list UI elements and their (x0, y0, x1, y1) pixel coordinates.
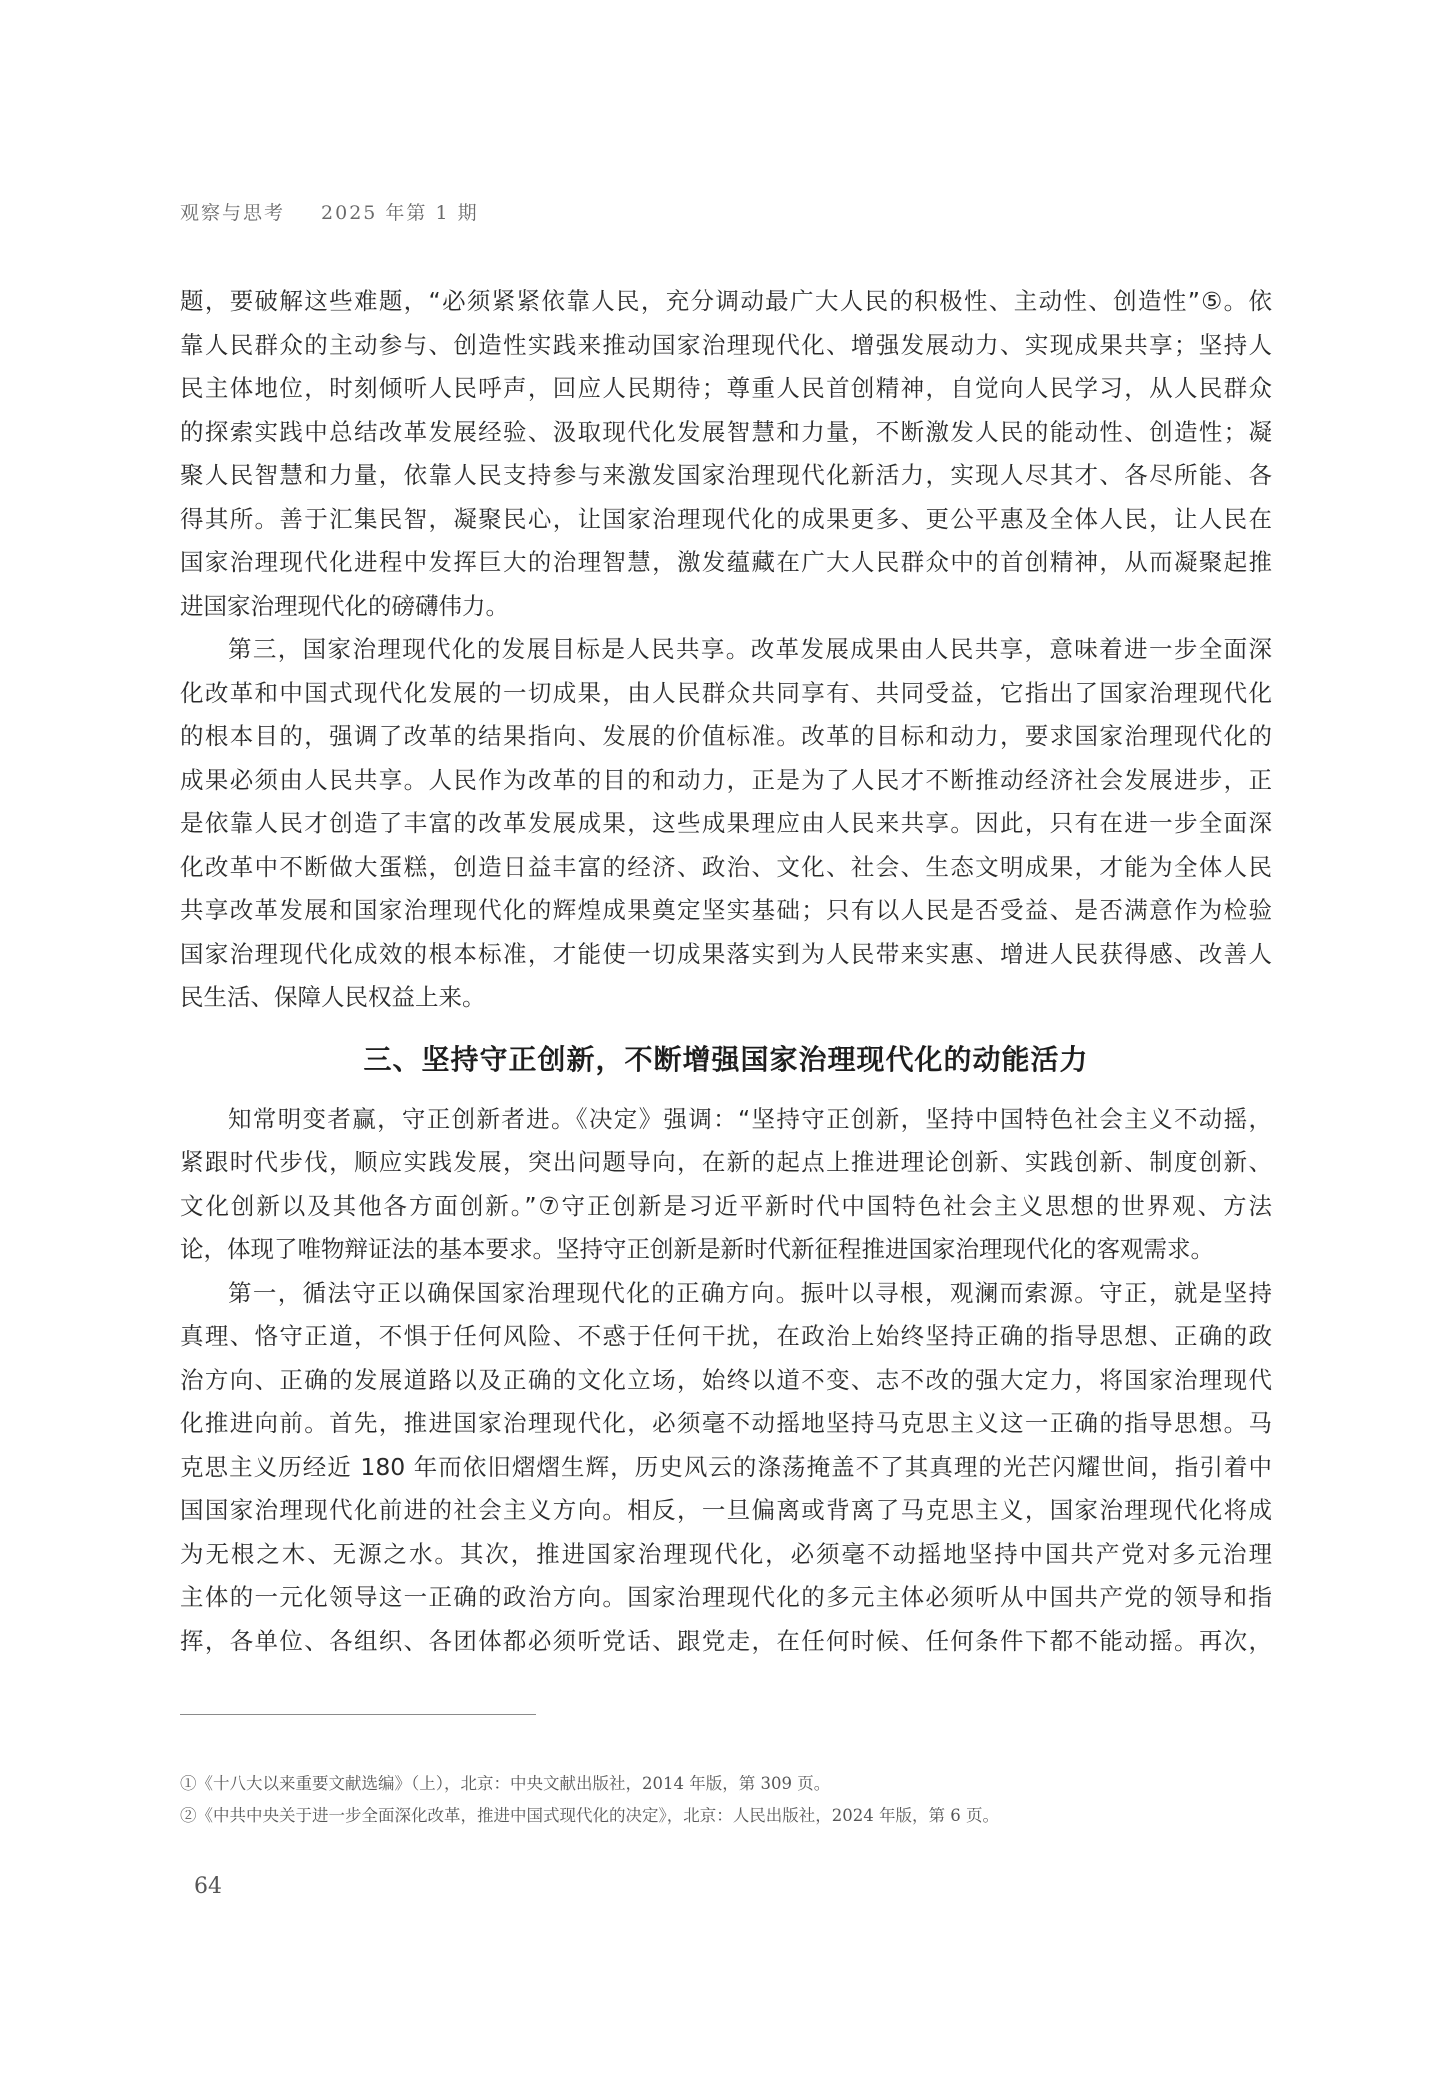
text-line: 真理、恪守正道，不惧于任何风险、不惑于任何干扰，在政治上始终坚持正确的指导思想、正确的政 (180, 1322, 1272, 1350)
footnote: ①《十八大以来重要文献选编》（上），北京：中央文献出版社，2014 年版，第 309 页。 (180, 1774, 831, 1793)
main-text (180, 280, 1272, 1663)
text-line: 靠人民群众的主动参与、创造性实践来推动国家治理现代化、增强发展动力、实现成果共享；坚持人 (180, 330, 1272, 359)
text-line: 主体的一元化领导这一正确的政治方向。国家治理现代化的多元主体必须听从中国共产党的领导和指 (180, 1583, 1272, 1611)
text-line: 国国家治理现代化前进的社会主义方向。相反，一旦偏离或背离了马克思主义，国家治理现代化将成 (180, 1496, 1272, 1524)
text-line: 的根本目的，强调了改革的结果指向、发展的价值标准。改革的目标和动力，要求国家治理现代化的 (180, 722, 1272, 750)
text-line: 化推进向前。首先，推进国家治理现代化，必须毫不动摇地坚持马克思主义这一正确的指导思想。马 (180, 1409, 1272, 1437)
footnotes (180, 1768, 1272, 1832)
text-line: 紧跟时代步伐，顺应实践发展，突出问题导向，在新的起点上推进理论创新、实践创新、制度创新、 (180, 1148, 1272, 1176)
text-line: 得其所。善于汇集民智，凝聚民心，让国家治理现代化的成果更多、更公平惠及全体人民，让人民在 (180, 504, 1272, 533)
text-line: 进国家治理现代化的磅礴伟力。 (180, 591, 509, 620)
text-line: 的探索实践中总结改革发展经验、汲取现代化发展智慧和力量，不断激发人民的能动性、创造性；凝 (180, 417, 1272, 446)
text-line: 治方向、正确的发展道路以及正确的文化立场，始终以道不变、志不改的强大定力，将国家治理现代 (180, 1365, 1272, 1394)
text-line: 文化创新以及其他各方面创新。”⑦守正创新是习近平新时代中国特色社会主义思想的世界观、方法 (180, 1191, 1272, 1220)
text-line: 挥，各单位、各组织、各团体都必须听党话、跟党走，在任何时候、任何条件下都不能动摇。再次， (180, 1626, 1272, 1655)
text-line: 知常明变者赢，守正创新者进。《决定》强调：“坚持守正创新，坚持中国特色社会主义不动摇， (228, 1104, 1272, 1133)
text-line: 克思主义历经近 180 年而依旧熠熠生辉，历史风云的涤荡掩盖不了其真理的光芒闪耀世间，指引着中 (180, 1452, 1272, 1481)
text-line: 国家治理现代化进程中发挥巨大的治理智慧，激发蕴藏在广大人民群众中的首创精神，从而凝聚起推 (180, 548, 1272, 576)
page-number: 64 (194, 1874, 222, 1899)
text-line: 国家治理现代化成效的根本标准，才能使一切成果落实到为人民带来实惠、增进人民获得感、改善人 (180, 939, 1272, 968)
text-line: 成果必须由人民共享。人民作为改革的目的和动力，正是为了人民才不断推动经济社会发展进步，正 (180, 765, 1272, 794)
text-line: 题，要破解这些难题，“必须紧紧依靠人民，充分调动最广大人民的积极性、主动性、创造性”⑤。依 (180, 287, 1272, 315)
text-line: 民生活、保障人民权益上来。 (180, 983, 486, 1011)
text-line: 第一，循法守正以确保国家治理现代化的正确方向。振叶以寻根，观澜而索源。守正，就是坚持 (228, 1278, 1272, 1307)
text-line: 论，体现了唯物辩证法的基本要求。坚持守正创新是新时代新征程推进国家治理现代化的客观需求。 (180, 1235, 1214, 1263)
text-line: 化改革中不断做大蛋糕，创造日益丰富的经济、政治、文化、社会、生态文明成果，才能为全体人民 (180, 852, 1272, 881)
footnote: ②《中共中央关于进一步全面深化改革，推进中国式现代化的决定》，北京：人民出版社，2024 年版，第 6 页。 (180, 1806, 999, 1825)
running-head (180, 198, 479, 225)
text-line: 民主体地位，时刻倾听人民呼声，回应人民期待；尊重人民首创精神，自觉向人民学习，从人民群众 (180, 374, 1272, 402)
text-line: 聚人民智慧和力量，依靠人民支持参与来激发国家治理现代化新活力，实现人尽其才、各尽所能、各 (180, 461, 1272, 489)
footnote-divider (180, 1714, 536, 1715)
issue-label: 2025 年第 1 期 (321, 202, 479, 224)
text-line: 第三，国家治理现代化的发展目标是人民共享。改革发展成果由人民共享，意味着进一步全面深 (228, 635, 1272, 663)
text-line: 为无根之木、无源之水。其次，推进国家治理现代化，必须毫不动摇地坚持中国共产党对多元治理 (180, 1539, 1272, 1568)
text-line: 化改革和中国式现代化发展的一切成果，由人民群众共同享有、共同受益，它指出了国家治理现代化 (180, 678, 1272, 707)
section-heading: 三、坚持守正创新，不断增强国家治理现代化的动能活力 (363, 1042, 1089, 1076)
text-line: 是依靠人民才创造了丰富的改革发展成果，这些成果理应由人民来共享。因此，只有在进一步全面深 (180, 809, 1272, 837)
journal-title: 观察与思考 (180, 202, 286, 224)
text-line: 共享改革发展和国家治理现代化的辉煌成果奠定坚实基础；只有以人民是否受益、是否满意作为检验 (180, 896, 1272, 924)
